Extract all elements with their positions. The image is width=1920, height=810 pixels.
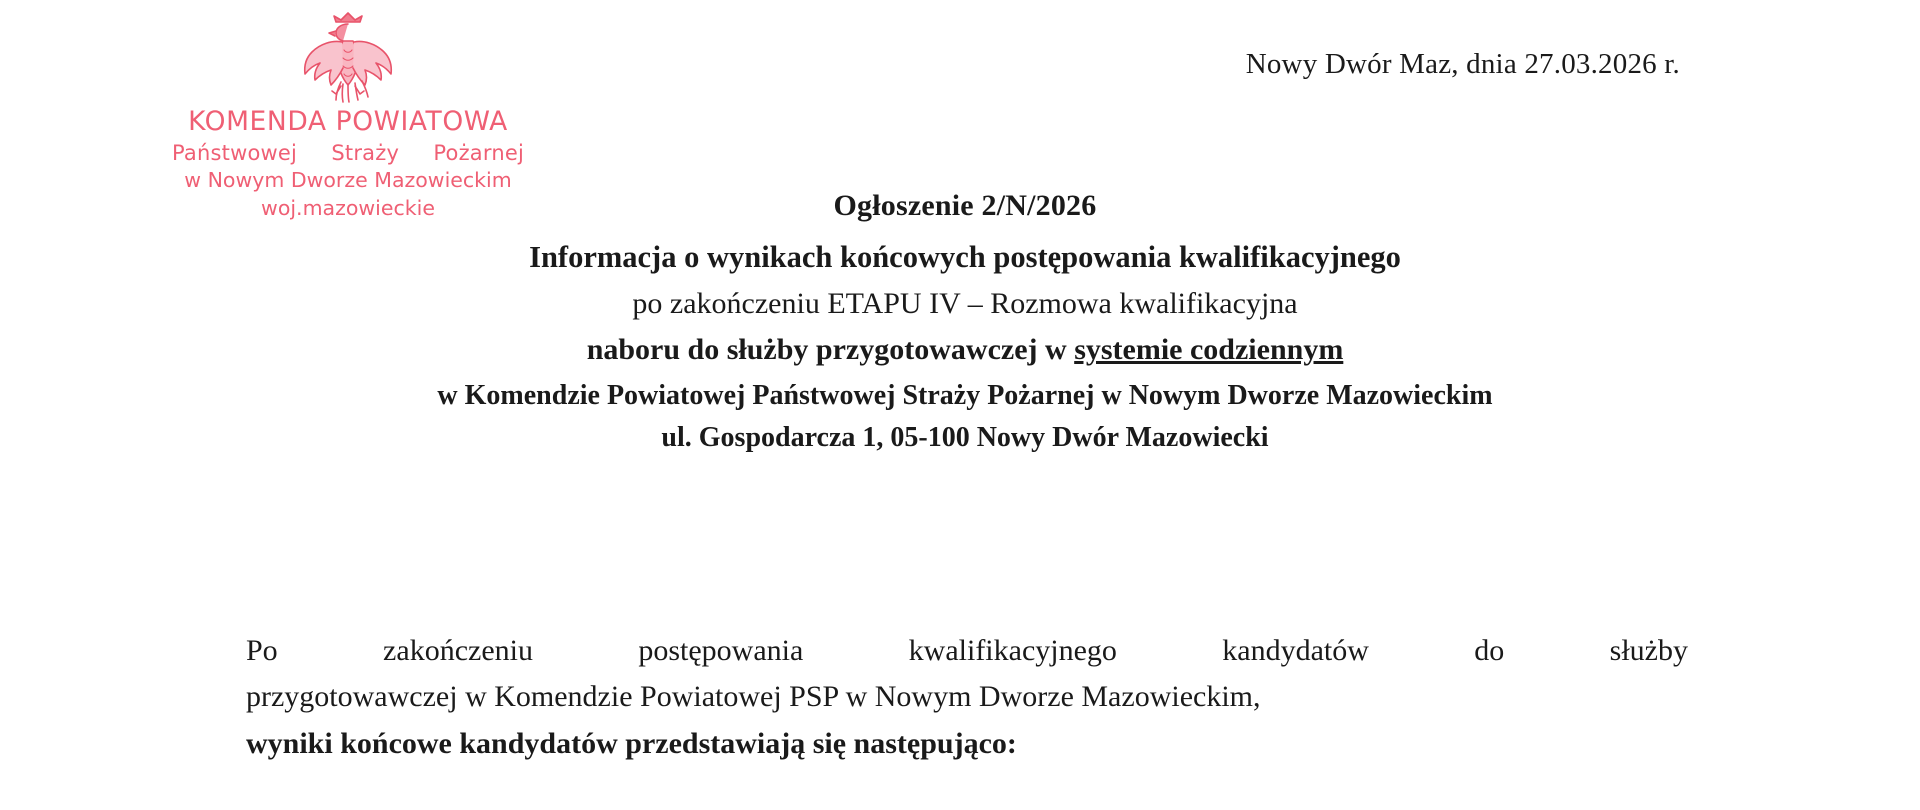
document-date: Nowy Dwór Maz, dnia 27.03.2026 r.	[1245, 48, 1680, 80]
recruitment-underlined: systemie codziennym	[1074, 333, 1344, 367]
document-heading: Informacja o wynikach końcowych postępowania kwalifikacyjnego	[529, 239, 1401, 274]
document-unit: w Komendzie Powiatowej Państwowej Straży Pożarnej w Nowym Dworze Mazowieckim	[437, 380, 1493, 412]
letterhead-word-strazy: Straży	[331, 140, 400, 165]
document-body	[246, 628, 1688, 767]
letterhead-line-4: woj.mazowieckie	[261, 195, 435, 220]
body-paragraph-line-2: przygotowawczej w Komendzie Powiatowej PSP w Nowym Dworze Mazowieckim,	[246, 679, 1261, 713]
letterhead-word-panstwowej: Państwowej	[172, 140, 298, 165]
letterhead-word-pozarnej: Pożarnej	[433, 140, 524, 165]
letterhead-line-2	[172, 140, 524, 166]
document-stage: po zakończeniu ETAPU IV – Rozmowa kwalifikacyjna	[632, 286, 1298, 320]
recruitment-prefix: naboru do służby przygotowawczej w	[586, 333, 1075, 367]
document-title-block	[240, 186, 1690, 458]
polish-eagle-icon	[284, 8, 412, 104]
document-address: ul. Gospodarcza 1, 05-100 Nowy Dwór Mazowiecki	[661, 421, 1269, 453]
body-paragraph-line-1: Po zakończeniu postępowania kwalifikacyjnego kandydatów do służby	[246, 634, 1688, 667]
document-recruitment-line	[240, 329, 1690, 372]
announcement-number: Ogłoszenie 2/N/2026	[833, 189, 1097, 222]
body-paragraph-bold: wyniki końcowe kandydatów przedstawiają się następująco:	[246, 727, 1017, 761]
letterhead-line-3: w Nowym Dworze Mazowieckim	[184, 168, 512, 193]
letterhead-line-1: KOMENDA POWIATOWA	[188, 106, 508, 137]
